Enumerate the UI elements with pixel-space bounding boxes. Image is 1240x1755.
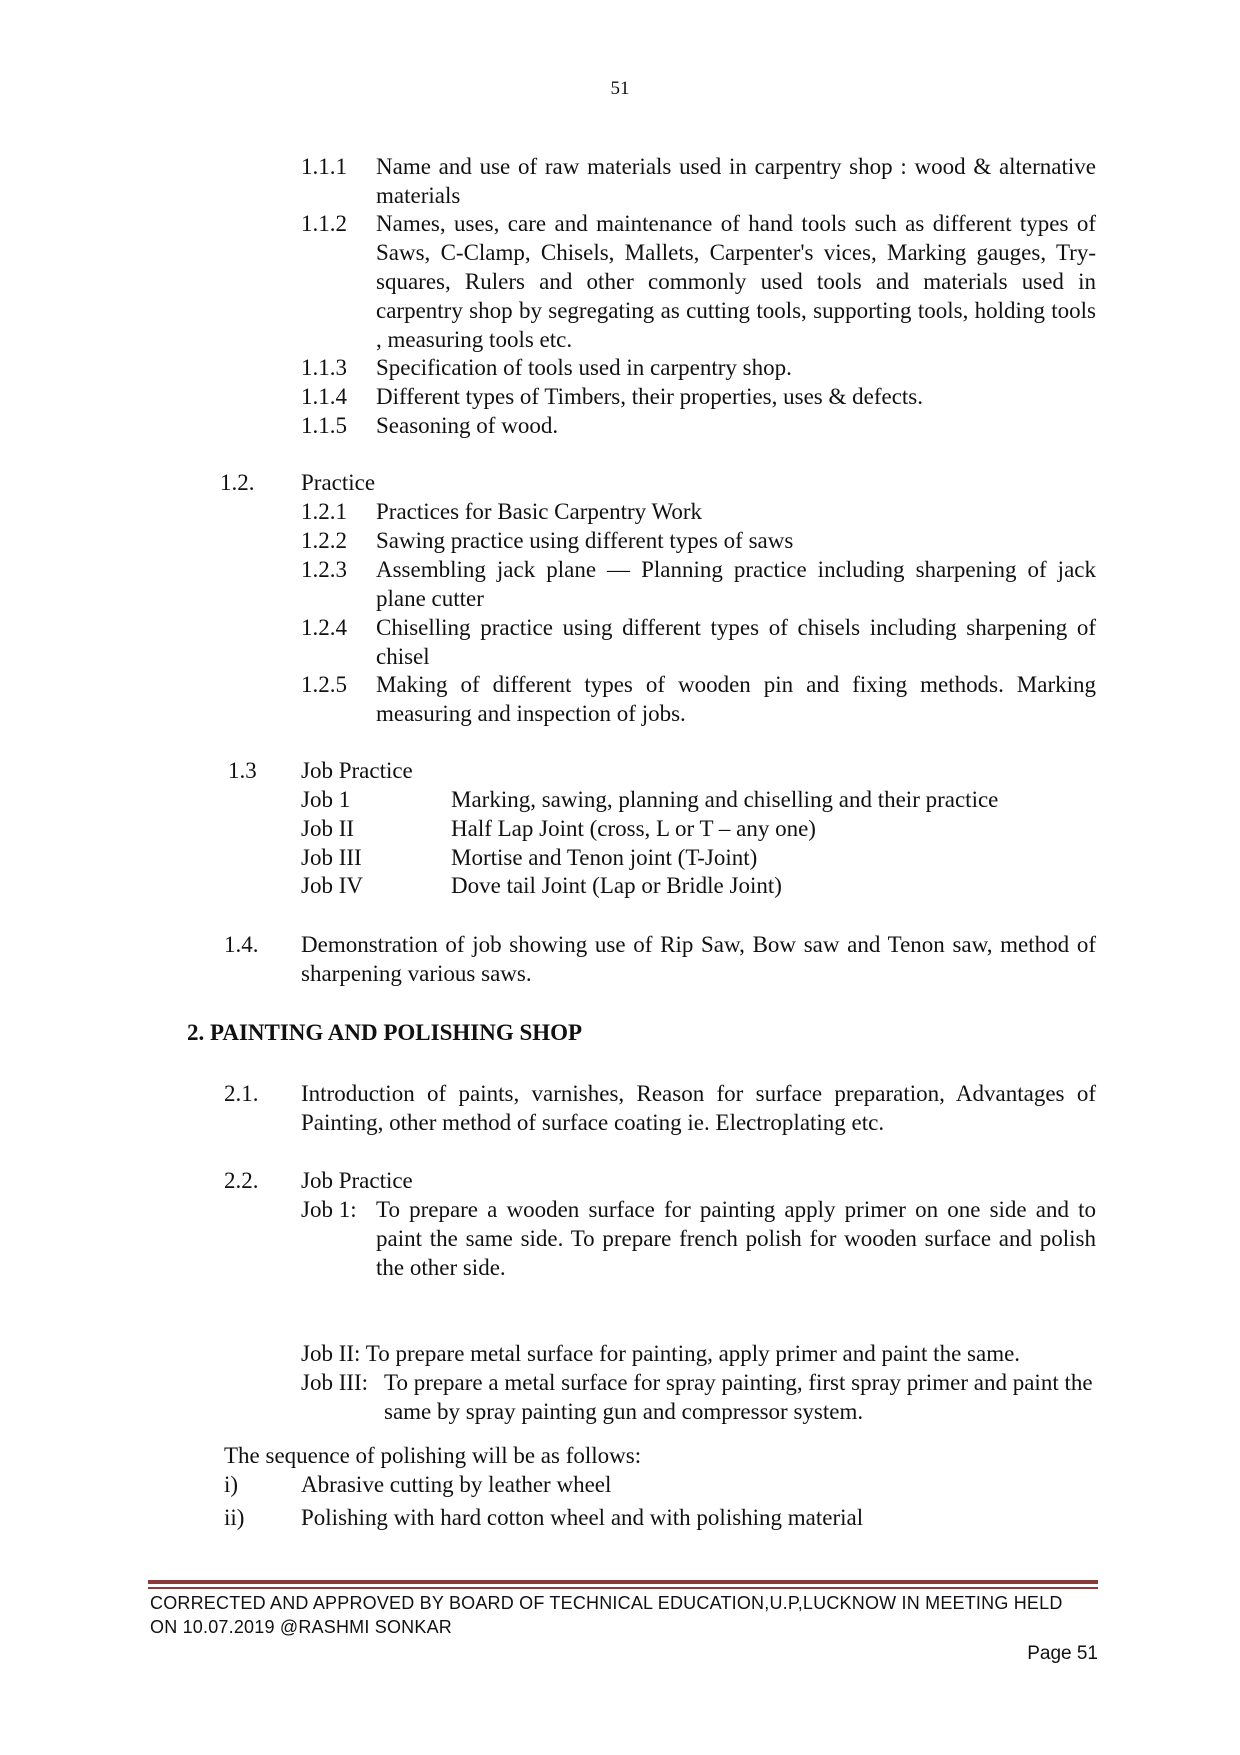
item-number: 1.2.3	[301, 557, 347, 582]
section-number: 1.2.	[220, 470, 255, 495]
job-label: Job III:	[301, 1370, 369, 1395]
job-row	[301, 1339, 1101, 1368]
item-number: 1.1.1	[301, 154, 347, 179]
sequence-intro: The sequence of polishing will be as follows:	[224, 1443, 642, 1468]
job-label: Job 1:	[301, 1197, 357, 1222]
page-number-top: 51	[610, 78, 630, 99]
job-text: To prepare a metal surface for spray painting, first spray primer and paint the same by spray painting gun and compressor system.	[384, 1370, 1093, 1424]
item-text: Chiselling practice using different types of chisels including sharpening of chisel	[376, 615, 1096, 669]
demonstration-text: Demonstration of job showing use of Rip Saw, Bow saw and Tenon saw, method of sharpening various saws.	[301, 932, 1096, 986]
job-text: Half Lap Joint (cross, L or T – any one)	[451, 816, 816, 841]
footer-divider	[148, 1587, 1098, 1589]
item-text: Different types of Timbers, their properties, uses & defects.	[376, 384, 923, 409]
item-number: 1.2.1	[301, 499, 347, 524]
footer-divider	[148, 1580, 1098, 1584]
footer-approval-text: CORRECTED AND APPROVED BY BOARD OF TECHNICAL EDUCATION,U.P,LUCKNOW IN MEETING HELD ON 10.07.2019 @RASHMI SONKAR	[150, 1593, 1063, 1637]
job-label: Job II:	[301, 1341, 361, 1366]
item-text: Names, uses, care and maintenance of hand tools such as different types of Saws, C-Clamp, Chisels, Mallets, Carpenter's vices, Marking gauges, Try-squares, Rulers and other commonly used tools and materials used in carpentry shop by segregating as cutting tools, supporting tools, holding tools , measuring tools etc.	[376, 211, 1096, 352]
item-text: Name and use of raw materials used in carpentry shop : wood & alternative materials	[376, 154, 1096, 208]
list-number: ii)	[224, 1505, 245, 1530]
section-number: 1.4.	[224, 932, 259, 957]
section-heading: 2. PAINTING AND POLISHING SHOP	[187, 1020, 583, 1045]
job-text: Dove tail Joint (Lap or Bridle Joint)	[451, 873, 782, 898]
item-text: Seasoning of wood.	[376, 413, 559, 438]
job-label: Job 1	[301, 787, 351, 812]
item-text: Assembling jack plane — Planning practice including sharpening of jack plane cutter	[376, 557, 1096, 611]
section-number: 2.2.	[224, 1168, 259, 1193]
list-item: Polishing with hard cotton wheel and with polishing material	[301, 1505, 864, 1530]
section-number: 2.1.	[224, 1081, 259, 1106]
item-number: 1.1.4	[301, 384, 347, 409]
item-number: 1.1.3	[301, 355, 347, 380]
job-text: To prepare metal surface for painting, apply primer and paint the same.	[365, 1341, 1021, 1366]
footer-page-number: Page 51	[1027, 1643, 1098, 1664]
section-title: Job Practice	[301, 758, 413, 783]
list-item: Abrasive cutting by leather wheel	[301, 1472, 612, 1497]
item-number: 1.1.5	[301, 413, 347, 438]
job-text: Marking, sawing, planning and chiselling and their practice	[451, 787, 999, 812]
section-title: Practice	[301, 470, 376, 495]
job-label: Job IV	[301, 873, 363, 898]
job-text: To prepare a wooden surface for painting apply primer on one side and to paint the same side. To prepare french polish for wooden surface and polish the other side.	[376, 1197, 1096, 1280]
job-label: Job II	[301, 816, 355, 841]
item-number: 1.2.5	[301, 672, 347, 697]
item-number: 1.2.2	[301, 528, 347, 553]
item-text: Sawing practice using different types of saws	[376, 528, 794, 553]
section-number: 1.3	[228, 758, 257, 783]
item-text: Specification of tools used in carpentry shop.	[376, 355, 792, 380]
section-title: Job Practice	[301, 1168, 413, 1193]
painting-intro-text: Introduction of paints, varnishes, Reason for surface preparation, Advantages of Painting, other method of surface coating ie. Electroplating etc.	[301, 1081, 1096, 1135]
item-number: 1.2.4	[301, 615, 347, 640]
job-text: Mortise and Tenon joint (T-Joint)	[451, 845, 758, 870]
list-number: i)	[224, 1472, 239, 1497]
item-text: Making of different types of wooden pin and fixing methods. Marking measuring and inspection of jobs.	[376, 672, 1096, 726]
item-number: 1.1.2	[301, 211, 347, 236]
item-text: Practices for Basic Carpentry Work	[376, 499, 703, 524]
job-label: Job III	[301, 845, 362, 870]
